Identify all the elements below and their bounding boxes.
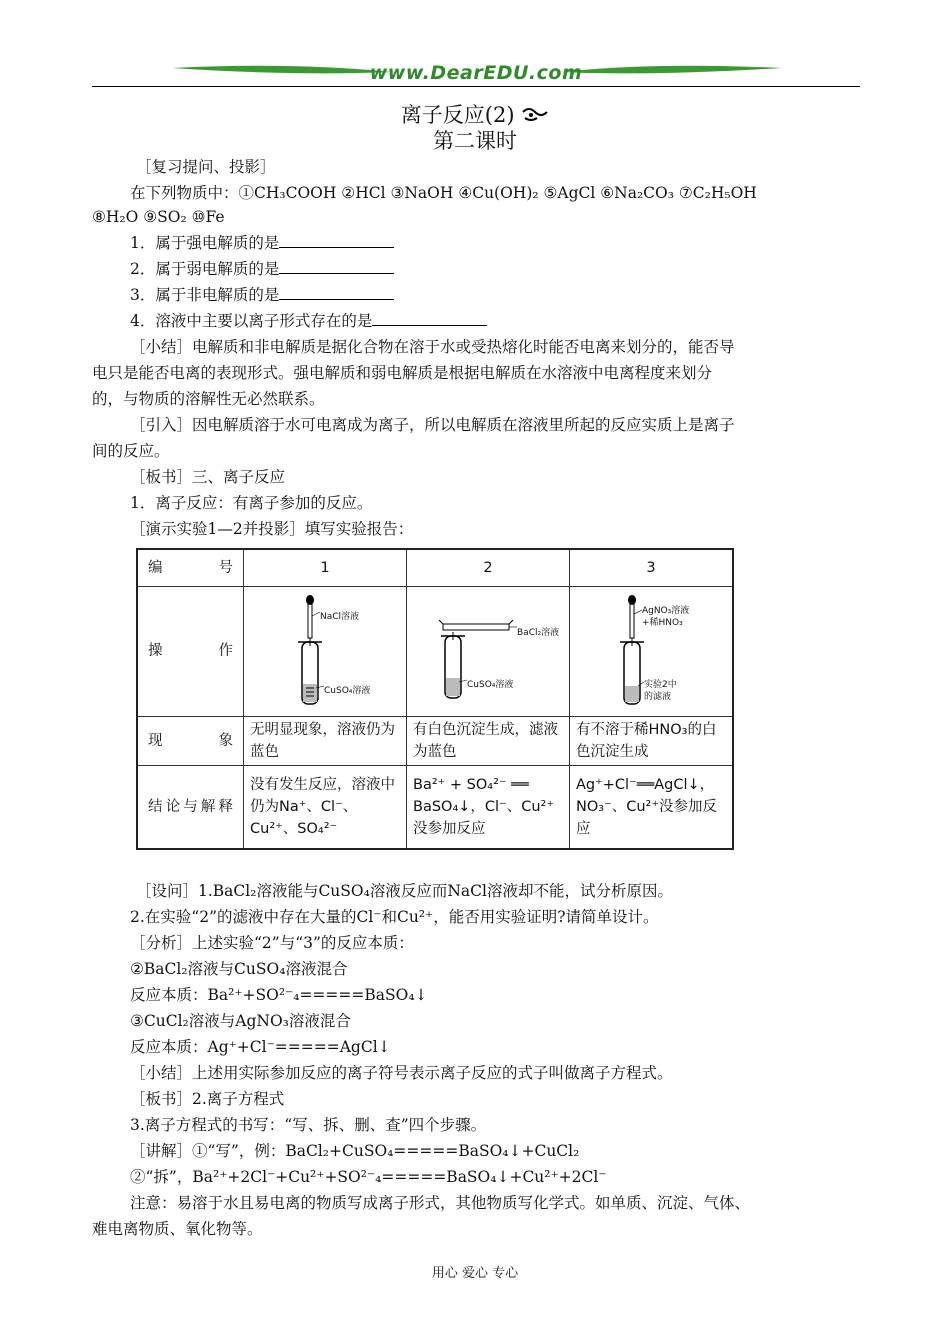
page-subtitle: 第二课时 [433,129,517,153]
dropper-diagram-1 [250,592,400,710]
substances-intro: 在下列物质中：①CH₃COOH ②HCl ③NaOH ④Cu(OH)₂ ⑤AgCl ⑥Na₂CO₃ ⑦C₂H₅OH [130,184,757,202]
text-line: ［设问］1.BaCl₂溶液能与CuSO₄溶液反应而NaCl溶液却不能，试分析原因。 [136,882,673,900]
text-line: ［小结］上述用实际参加反应的离子符号表示离子反应的式子叫做离子方程式。 [130,1064,673,1082]
board-heading: ［板书］三、离子反应 [130,468,286,486]
row-label: 操 作 [137,587,244,716]
definition-line: 1．离子反应：有离子参加的反应。 [130,494,373,512]
table-row [137,549,733,587]
table-header: 编 号 [137,549,244,587]
diagram-label: NaCl溶液 [320,612,360,623]
diagram-cell [244,587,407,716]
answer-blank[interactable] [279,259,394,274]
diagram-label: AgNO₃溶液 [642,606,690,617]
row-label: 结论与解释 [137,765,244,849]
question-2: 2．属于弱电解质的是 [130,258,394,280]
text-line: 反应本质：Ba²⁺+SO²⁻₄=====BaSO₄↓ [130,986,428,1004]
table-row [137,765,733,849]
answer-blank[interactable] [279,233,394,248]
table-header: 1 [244,549,407,587]
text-line: 反应本质：Ag⁺+Cl⁻=====AgCl↓ [130,1038,391,1056]
summary-line: 电只是能否电离的表现形式。强电解质和弱电解质是根据电解质在水溶液中电离程度来划分 [92,364,713,382]
question-1: 1．属于强电解质的是 [130,232,394,254]
intro-line: ［引入］因电解质溶于水可电离成为离子，所以电解质在溶液里所起的反应实质上是离子 [130,416,735,434]
experiment-table [136,548,734,850]
text-line: ［讲解］①“写”，例：BaCl₂+CuSO₄=====BaSO₄↓+CuCl₂ [130,1142,580,1160]
table-header: 3 [570,549,734,587]
table-cell: Ba²⁺ + SO₄²⁻ ══ BaSO₄↓，Cl⁻、Cu²⁺没参加反应 [407,765,570,849]
page-title: 离子反应(2) [0,102,950,128]
answer-blank[interactable] [279,285,394,300]
table-row [137,716,733,765]
text-line: 3.离子方程式的书写：“写、拆、删、查”四个步骤。 [130,1116,487,1134]
intro-line: 间的反应。 [92,442,170,460]
text-line: ②BaCl₂溶液与CuSO₄溶液混合 [130,960,348,978]
summary-line: 的，与物质的溶解性无必然联系。 [92,390,325,408]
dropper-diagram-3 [576,592,726,710]
question-4: 4．溶液中主要以离子形式存在的是 [130,310,487,332]
table-cell: 有白色沉淀生成，滤液为蓝色 [407,716,570,765]
answer-blank[interactable] [372,311,487,326]
diagram-cell [570,587,734,716]
diagram-label: +稀HNO₃ [642,618,683,629]
text-line: 2.在实验“2”的滤液中存在大量的Cl⁻和Cu²⁺，能否用实验证明?请简单设计。 [130,908,659,926]
text-line: ［分析］上述实验“2”与“3”的反应本质： [130,934,414,952]
site-logo[interactable]: www.DearEDU.com [369,62,583,84]
question-3: 3．属于非电解质的是 [130,284,394,306]
table-cell: 没有发生反应，溶液中仍为Na⁺、Cl⁻、Cu²⁺、SO₄²⁻ [244,765,407,849]
table-header: 2 [407,549,570,587]
table-cell: 有不溶于稀HNO₃的白色沉淀生成 [570,716,734,765]
table-row [137,587,733,716]
diagram-label: BaCl₂溶液 [517,628,560,639]
text-line: 难电离物质、氧化物等。 [92,1220,263,1238]
text-line: 注意：易溶于水且易电离的物质写成离子形式，其他物质写化学式。如单质、沉淀、气体、 [130,1194,751,1212]
diagram-label: 的滤液 [644,692,672,703]
text-line: ③CuCl₂溶液与AgNO₃溶液混合 [130,1012,351,1030]
demo-line: ［演示实验1—2并投影］填写实验报告： [130,520,414,538]
table-cell: Ag⁺+Cl⁻══AgCl↓，NO₃⁻、Cu²⁺没参加反应 [570,765,734,849]
diagram-cell [407,587,570,716]
table-cell: 无明显现象，溶液仍为蓝色 [244,716,407,765]
text-line: ［板书］2.离子方程式 [130,1090,285,1108]
decorative-ornament-icon [521,106,549,124]
page-footer: 用心 爱心 专心 [431,1266,519,1281]
diagram-label: 实验2中 [644,680,677,691]
row-label: 现 象 [137,716,244,765]
substances-cont: ⑧H₂O ⑨SO₂ ⑩Fe [92,208,225,226]
diagram-label: CuSO₄溶液 [467,680,514,691]
header-rule [92,86,860,87]
dropper-diagram-2 [413,592,563,710]
page-header [92,60,860,90]
section-review: ［复习提问、投影］ [136,158,276,176]
text-line: ②“拆”，Ba²⁺+2Cl⁻+Cu²⁺+SO²⁻₄=====BaSO₄↓+Cu²⁺+2Cl⁻ [130,1168,607,1186]
summary-line: ［小结］电解质和非电解质是据化合物在溶于水或受热熔化时能否电离来划分的，能否导 [130,338,735,356]
diagram-label: CuSO₄溶液 [324,686,371,697]
